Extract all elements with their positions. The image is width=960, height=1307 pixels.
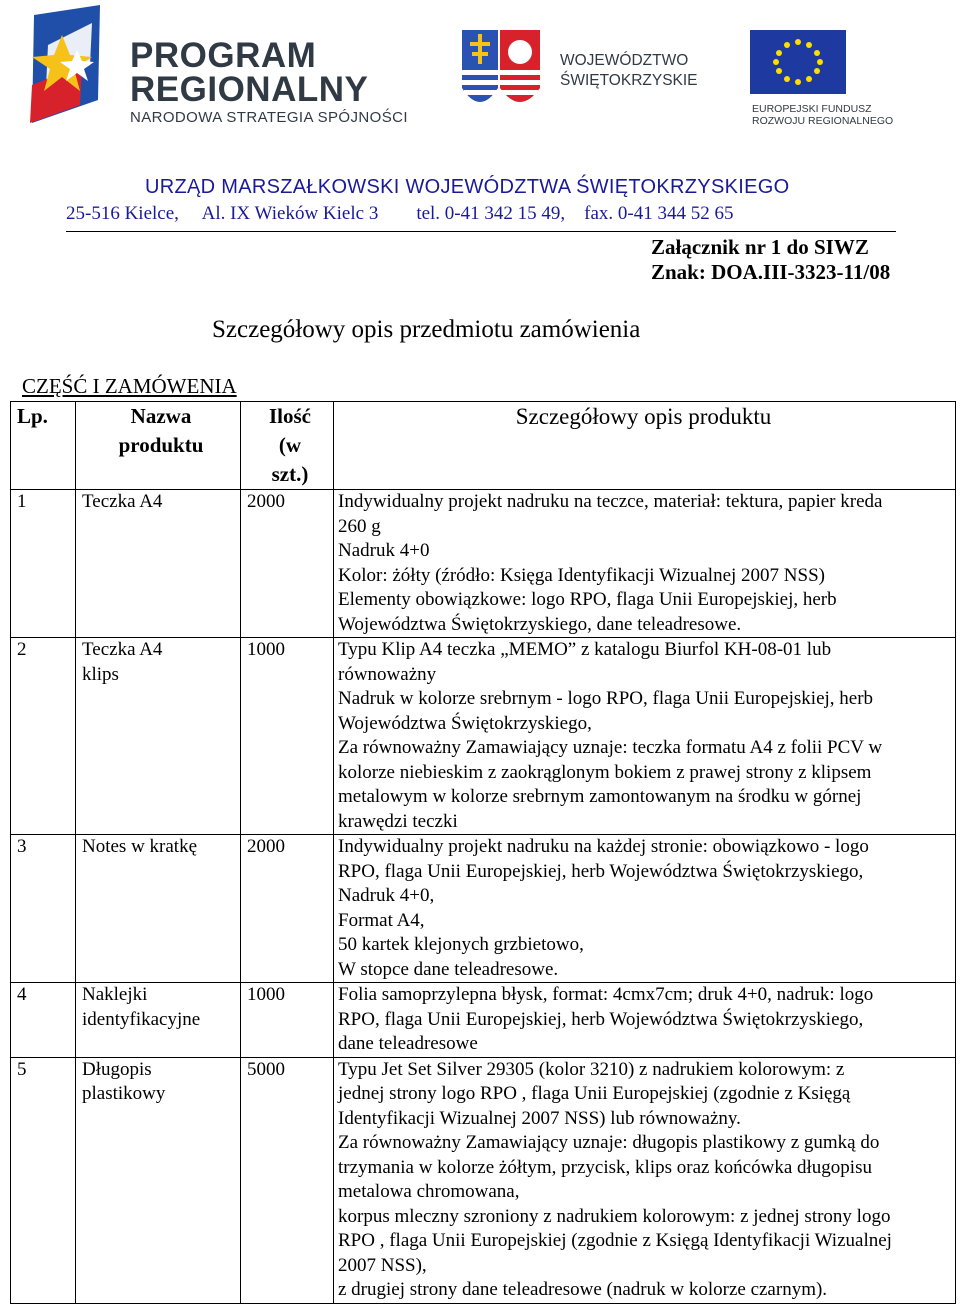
description-line: 2007 NSS),: [338, 1254, 427, 1276]
product-name-line: Notes w kratkę: [82, 836, 198, 857]
header-quantity: [241, 402, 334, 490]
description-line: kolorze niebieskim z zaokrąglonym bokiem z prawej strony z klipsem: [338, 761, 872, 783]
reference-number: Znak: DOA.III-3323-11/08: [651, 260, 891, 284]
description-line: metalowym w kolorze srebrnym zamontowanym na środku w górnej: [338, 786, 862, 807]
attachment-label: Załącznik nr 1 do SIWZ: [651, 235, 869, 259]
cell-lp: 4: [11, 983, 76, 1058]
description-line: Województwa Świętokrzyskiego, dane teleadresowe.: [338, 613, 742, 635]
description-line: trzymania w kolorze żółtym, przycisk, klips oraz końcówka długopisu: [338, 1156, 872, 1178]
description-line: Nadruk 4+0,: [338, 885, 435, 906]
cell-quantity: 5000: [241, 1057, 334, 1303]
description-line: Identyfikacji Wizualnej 2007 NSS) lub równoważny.: [338, 1107, 741, 1129]
description-line: RPO , flaga Unii Europejskiej (zgodnie z Księgą Identyfikacji Wizualnej: [338, 1230, 892, 1251]
description-line: Format A4,: [338, 909, 425, 931]
description-line: RPO, flaga Unii Europejskiej, herb Województwa Świętokrzyskiego,: [338, 1008, 864, 1030]
description-line: z drugiej strony dane teleadresowe (nadruk w kolorze czarnym).: [338, 1279, 828, 1300]
cell-quantity: 2000: [241, 490, 334, 638]
office-name: URZĄD MARSZAŁKOWSKI WOJEWÓDZTWA ŚWIĘTOKRZYSKIEGO: [145, 176, 790, 198]
description-line: Nadruk 4+0: [338, 540, 430, 561]
cell-lp: 2: [11, 638, 76, 835]
description-line: Indywidualny projekt nadruku na teczce, materiał: tektura, papier kreda: [338, 491, 883, 512]
header-qty-line: Ilość: [269, 404, 311, 428]
description-line: Typu Klip A4 teczka „MEMO” z katalogu Biurfol KH-08-01 lub: [338, 639, 832, 660]
cell-lp: 3: [11, 835, 76, 983]
description-line: Kolor: żółty (źródło: Księga Identyfikacji Wizualnej 2007 NSS): [338, 564, 825, 586]
description-line: Indywidualny projekt nadruku na każdej stronie: obowiązkowo - logo: [338, 836, 869, 857]
cell-product-name: [76, 835, 241, 983]
cell-quantity: 2000: [241, 835, 334, 983]
cell-quantity: 1000: [241, 983, 334, 1058]
header-qty-line: szt.): [271, 462, 309, 486]
table-row: [11, 1057, 956, 1303]
header-qty-line: (w: [278, 433, 302, 457]
product-name-line: Teczka A4: [82, 491, 163, 512]
description-line: 260 g: [338, 515, 381, 537]
cell-lp: 5: [11, 1057, 76, 1303]
program-logo-line1: PROGRAM: [130, 36, 317, 75]
cell-quantity: 1000: [241, 638, 334, 835]
table-row: [11, 835, 956, 983]
description-line: Typu Jet Set Silver 29305 (kolor 3210) z nadrukiem kolorowym: z: [338, 1058, 845, 1080]
cell-description: [334, 835, 956, 983]
description-line: dane teleadresowe: [338, 1033, 478, 1054]
product-spec-table: [10, 401, 956, 1304]
product-name-line: klips: [82, 663, 119, 685]
cell-description: [334, 1057, 956, 1303]
cell-product-name: [76, 983, 241, 1058]
description-line: W stopce dane teleadresowe.: [338, 958, 559, 980]
description-line: Za równoważny Zamawiający uznaje: teczka formatu A4 z folii PCV w: [338, 737, 883, 758]
table-header-row: [11, 402, 956, 490]
description-line: równoważny: [338, 663, 437, 685]
office-address: 25-516 Kielce, Al. IX Wieków Kielc 3 tel. 0-41 342 15 49, fax. 0-41 344 52 65: [66, 203, 734, 224]
description-line: Za równoważny Zamawiający uznaje: długopis plastikowy z gumką do: [338, 1132, 880, 1153]
header-product-name: [76, 402, 241, 490]
description-line: Folia samoprzylepna błysk, format: 4cmx7cm; druk 4+0, nadruk: logo: [338, 984, 874, 1005]
product-name-line: plastikowy: [82, 1083, 166, 1104]
cell-lp: 1: [11, 490, 76, 638]
description-line: Nadruk w kolorze srebrnym - logo RPO, flaga Unii Europejskiej, herb: [338, 688, 874, 709]
description-line: 50 kartek klejonych grzbietowo,: [338, 934, 584, 955]
cell-product-name: [76, 638, 241, 835]
part-title: CZĘŚĆ I ZAMÓWENIA: [22, 374, 237, 398]
description-line: korpus mleczny szroniony z nadrukiem kolorowym: z jednej strony logo: [338, 1205, 891, 1227]
program-logo-line2: REGIONALNY: [130, 70, 369, 109]
product-name-line: Naklejki: [82, 984, 148, 1005]
description-line: jednej strony logo RPO , flaga Unii Europejskiej (zgodnie z Księgą: [338, 1083, 851, 1104]
eu-fund-logo-line1: EUROPEJSKI FUNDUSZ: [752, 103, 872, 115]
cell-description: [334, 638, 956, 835]
cell-product-name: [76, 490, 241, 638]
header-divider: [66, 231, 896, 232]
program-logo-line3: NARODOWA STRATEGIA SPÓJNOŚCI: [130, 109, 408, 126]
header-lp: Lp.: [11, 402, 76, 490]
header-name-line: Nazwa: [130, 404, 192, 428]
header-description: Szczegółowy opis produktu: [334, 402, 956, 490]
eu-fund-logo-line2: ROZWOJU REGIONALNEGO: [752, 115, 894, 127]
table-row: [11, 983, 956, 1058]
cell-description: [334, 490, 956, 638]
page-title: Szczegółowy opis przedmiotu zamówienia: [212, 316, 641, 343]
description-line: metalowa chromowana,: [338, 1181, 520, 1202]
table-row: [11, 638, 956, 835]
product-name-line: Teczka A4: [82, 639, 163, 660]
cell-description: [334, 983, 956, 1058]
table-body: [11, 490, 956, 1304]
description-line: Województwa Świętokrzyskiego,: [338, 712, 592, 734]
table-row: [11, 490, 956, 638]
product-name-line: identyfikacyjne: [82, 1008, 201, 1030]
wojewodztwo-logo-line2: ŚWIĘTOKRZYSKIE: [560, 72, 698, 89]
product-name-line: Długopis: [82, 1058, 152, 1080]
description-line: krawędzi teczki: [338, 810, 458, 832]
cell-product-name: [76, 1057, 241, 1303]
header-name-line: produktu: [118, 433, 204, 457]
wojewodztwo-logo-line1: WOJEWÓDZTWO: [560, 52, 689, 69]
description-line: Elementy obowiązkowe: logo RPO, flaga Unii Europejskiej, herb: [338, 589, 837, 610]
description-line: RPO, flaga Unii Europejskiej, herb Województwa Świętokrzyskiego,: [338, 860, 864, 882]
